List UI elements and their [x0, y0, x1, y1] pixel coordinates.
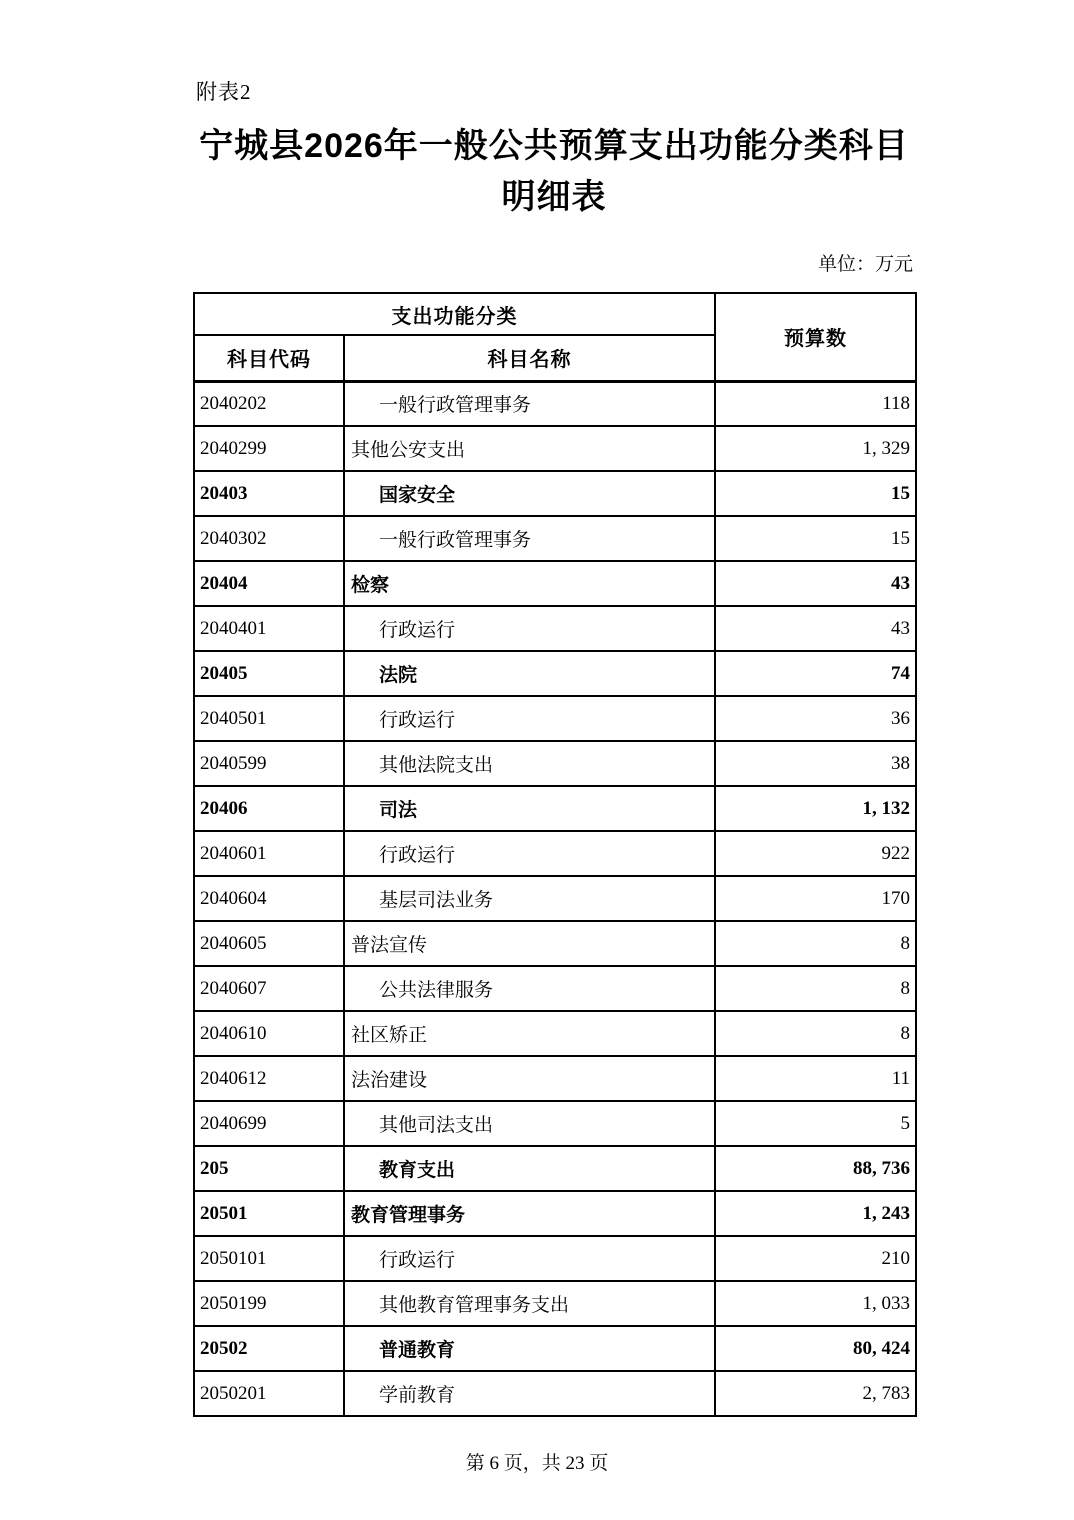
table-row [194, 966, 916, 1011]
subject-name-cell: 教育管理事务 [344, 1191, 715, 1236]
table-row [194, 876, 916, 921]
budget-amount-cell: 1, 132 [715, 786, 916, 831]
subject-code-cell: 2040607 [194, 966, 344, 1011]
subject-name-cell: 其他司法支出 [344, 1101, 715, 1146]
table-row [194, 1146, 916, 1191]
subject-name-cell: 普通教育 [344, 1326, 715, 1371]
table-row [194, 651, 916, 696]
subject-code-cell: 2040601 [194, 831, 344, 876]
subject-name-cell: 行政运行 [344, 696, 715, 741]
subject-code-cell: 2050101 [194, 1236, 344, 1281]
subject-name-cell: 司法 [344, 786, 715, 831]
table-row [194, 786, 916, 831]
table-row [194, 1371, 916, 1416]
subject-name-cell: 行政运行 [344, 831, 715, 876]
unit-note: 单位：万元 [817, 254, 913, 275]
budget-amount-cell: 5 [715, 1101, 916, 1146]
subject-name-cell: 基层司法业务 [344, 876, 715, 921]
table-row [194, 741, 916, 786]
header-subject-name: 科目名称 [344, 335, 715, 381]
budget-amount-cell: 210 [715, 1236, 916, 1281]
attachment-table-label: 附表2 [196, 80, 252, 104]
table-row [194, 696, 916, 741]
subject-code-cell: 2040610 [194, 1011, 344, 1056]
table-header [194, 293, 916, 381]
subject-code-cell: 2050199 [194, 1281, 344, 1326]
table-row [194, 1281, 916, 1326]
subject-code-cell: 20406 [194, 786, 344, 831]
subject-code-cell: 2040299 [194, 426, 344, 471]
budget-amount-cell: 36 [715, 696, 916, 741]
subject-name-cell: 法院 [344, 651, 715, 696]
table-row [194, 516, 916, 561]
budget-amount-cell: 43 [715, 606, 916, 651]
table-row [194, 426, 916, 471]
page-title-line1: 宁城县2026年一般公共预算支出功能分类科目 [199, 127, 909, 165]
budget-amount-cell: 8 [715, 1011, 916, 1056]
subject-code-cell: 2050201 [194, 1371, 344, 1416]
budget-amount-cell: 74 [715, 651, 916, 696]
table-row [194, 471, 916, 516]
subject-name-cell: 教育支出 [344, 1146, 715, 1191]
table-body [194, 381, 916, 1416]
subject-code-cell: 2040599 [194, 741, 344, 786]
subject-code-cell: 2040604 [194, 876, 344, 921]
header-row-group [194, 293, 916, 335]
subject-code-cell: 205 [194, 1146, 344, 1191]
subject-name-cell: 行政运行 [344, 606, 715, 651]
table-row [194, 1191, 916, 1236]
budget-amount-cell: 15 [715, 471, 916, 516]
subject-name-cell: 行政运行 [344, 1236, 715, 1281]
budget-amount-cell: 922 [715, 831, 916, 876]
subject-code-cell: 2040699 [194, 1101, 344, 1146]
table-row [194, 1011, 916, 1056]
budget-amount-cell: 11 [715, 1056, 916, 1101]
budget-amount-cell: 8 [715, 966, 916, 1011]
table-row [194, 921, 916, 966]
table-row [194, 831, 916, 876]
budget-amount-cell: 8 [715, 921, 916, 966]
page-title [193, 121, 915, 223]
table-row [194, 606, 916, 651]
subject-code-cell: 2040501 [194, 696, 344, 741]
subject-code-cell: 20404 [194, 561, 344, 606]
budget-amount-cell: 2, 783 [715, 1371, 916, 1416]
budget-amount-cell: 43 [715, 561, 916, 606]
header-expenditure-function-class: 支出功能分类 [194, 293, 715, 335]
budget-amount-cell: 1, 243 [715, 1191, 916, 1236]
subject-code-cell: 2040401 [194, 606, 344, 651]
subject-name-cell: 一般行政管理事务 [344, 516, 715, 561]
subject-code-cell: 20502 [194, 1326, 344, 1371]
table-row [194, 561, 916, 606]
header-budget-amount: 预算数 [715, 293, 916, 381]
budget-amount-cell: 170 [715, 876, 916, 921]
subject-code-cell: 2040612 [194, 1056, 344, 1101]
subject-name-cell: 公共法律服务 [344, 966, 715, 1011]
page-title-line2: 明细表 [501, 178, 607, 216]
table-row [194, 1056, 916, 1101]
subject-name-cell: 社区矫正 [344, 1011, 715, 1056]
subject-code-cell: 2040605 [194, 921, 344, 966]
subject-name-cell: 一般行政管理事务 [344, 381, 715, 426]
subject-name-cell: 其他公安支出 [344, 426, 715, 471]
subject-name-cell: 其他教育管理事务支出 [344, 1281, 715, 1326]
subject-name-cell: 其他法院支出 [344, 741, 715, 786]
page-footer: 第 6 页，共 23 页 [465, 1453, 609, 1474]
subject-name-cell: 检察 [344, 561, 715, 606]
budget-amount-cell: 1, 033 [715, 1281, 916, 1326]
subject-code-cell: 2040202 [194, 381, 344, 426]
subject-name-cell: 法治建设 [344, 1056, 715, 1101]
subject-name-cell: 国家安全 [344, 471, 715, 516]
table-row [194, 1101, 916, 1146]
subject-code-cell: 20403 [194, 471, 344, 516]
budget-amount-cell: 1, 329 [715, 426, 916, 471]
subject-code-cell: 20501 [194, 1191, 344, 1236]
table-row [194, 1326, 916, 1371]
budget-amount-cell: 88, 736 [715, 1146, 916, 1191]
table-row [194, 1236, 916, 1281]
header-subject-code: 科目代码 [194, 335, 344, 381]
budget-amount-cell: 118 [715, 381, 916, 426]
subject-code-cell: 20405 [194, 651, 344, 696]
subject-code-cell: 2040302 [194, 516, 344, 561]
budget-amount-cell: 38 [715, 741, 916, 786]
subject-name-cell: 普法宣传 [344, 921, 715, 966]
subject-name-cell: 学前教育 [344, 1371, 715, 1416]
table-row [194, 381, 916, 426]
budget-table [193, 292, 917, 1417]
budget-amount-cell: 80, 424 [715, 1326, 916, 1371]
budget-amount-cell: 15 [715, 516, 916, 561]
